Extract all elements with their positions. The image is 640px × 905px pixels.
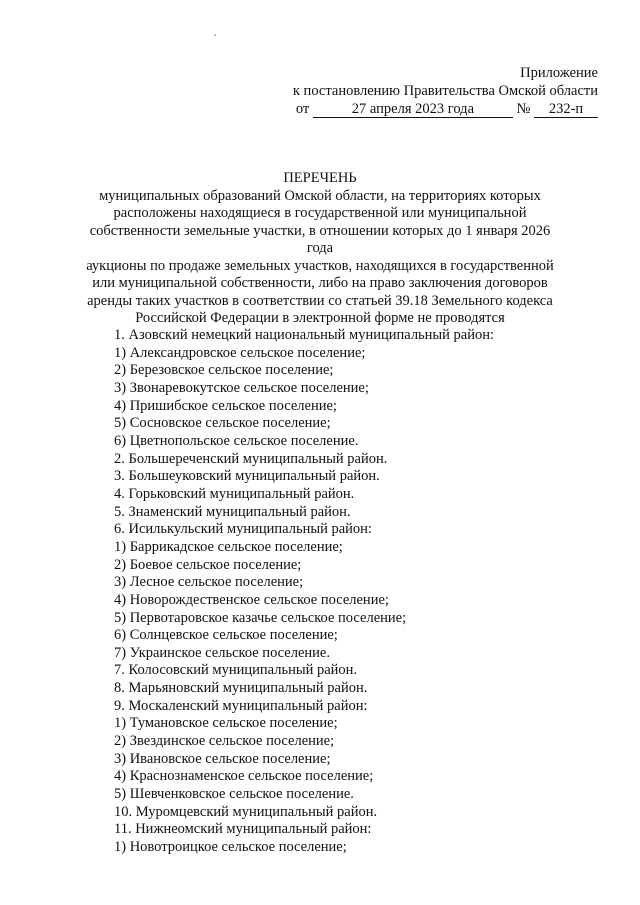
list-item: 1) Тумановское сельское поселение; xyxy=(114,715,338,732)
list-item: 1) Новотроицкое сельское поселение; xyxy=(114,839,347,856)
list-item: 4) Пришибское сельское поселение; xyxy=(114,397,337,414)
list-item: 3) Лесное сельское поселение; xyxy=(114,574,304,591)
appendix-label: Приложение xyxy=(520,65,598,81)
title-line: аренды таких участков в соответствии со статьей 39.18 Земельного кодекса xyxy=(87,292,553,309)
resolution-number: 232-п xyxy=(534,102,598,118)
list-item: 6) Цветнопольское сельское поселение. xyxy=(114,432,359,449)
resolution-date: 27 апреля 2023 года xyxy=(313,102,513,118)
number-label: № xyxy=(516,101,531,117)
title-line: Российской Федерации в электронной форме не проводятся xyxy=(135,310,505,326)
list-item: 1. Азовский немецкий национальный муниципальный район: xyxy=(114,327,495,343)
document-title xyxy=(80,170,560,328)
list-item: 5) Первотаровское казачье сельское поселение; xyxy=(114,609,407,626)
title-line: собственности земельные участки, в отношении которых до 1 января 2026 года xyxy=(89,222,551,256)
title-heading: ПЕРЕЧЕНЬ xyxy=(283,170,357,186)
list-item: 9. Москаленский муниципальный район: xyxy=(114,697,368,714)
from-label: от xyxy=(295,101,310,117)
appendix-header xyxy=(293,64,598,118)
list-item: 7. Колосовский муниципальный район. xyxy=(114,662,358,679)
list-item: 1) Александровское сельское поселение; xyxy=(114,344,366,361)
list-item: 2) Березовское сельское поселение; xyxy=(114,362,334,379)
list-item: 3. Большеуковский муниципальный район. xyxy=(114,468,380,485)
title-line: аукционы по продаже земельных участков, находящихся в государственной xyxy=(86,257,554,274)
title-line: муниципальных образований Омской области, на территориях которых xyxy=(99,187,541,204)
list-item: 8. Марьяновский муниципальный район. xyxy=(114,680,368,697)
list-item: 6) Солнцевское сельское поселение; xyxy=(114,627,338,644)
list-item: 2) Боевое сельское поселение; xyxy=(114,556,302,573)
municipality-list xyxy=(114,327,494,857)
list-item: 2) Звездинское сельское поселение; xyxy=(114,733,335,750)
title-line: расположены находящиеся в государственной или муниципальной xyxy=(113,205,527,221)
list-item: 6. Исилькульский муниципальный район: xyxy=(114,521,372,538)
list-item: 3) Ивановское сельское поселение; xyxy=(114,750,331,767)
list-item: 10. Муромцевский муниципальный район. xyxy=(114,803,378,820)
list-item: 1) Баррикадское сельское поселение; xyxy=(114,538,343,555)
title-description xyxy=(80,188,560,328)
list-item: 5) Шевченковское сельское поселение. xyxy=(114,786,354,803)
resolution-date-number xyxy=(293,100,598,118)
list-item: 2. Большереченский муниципальный район. xyxy=(114,450,388,467)
list-item: 11. Нижнеомский муниципальный район: xyxy=(114,821,372,838)
list-item: 4. Горьковский муниципальный район. xyxy=(114,485,355,502)
list-item: 5) Сосновское сельское поселение; xyxy=(114,415,331,432)
list-item: 5. Знаменский муниципальный район. xyxy=(114,503,351,520)
list-item: 3) Звонаревокутское сельское поселение; xyxy=(114,379,369,396)
resolution-reference: к постановлению Правительства Омской области xyxy=(292,83,598,99)
list-item: 4) Краснознаменское сельское поселение; xyxy=(114,768,374,785)
list-item: 4) Новорождественское сельское поселение; xyxy=(114,591,389,608)
title-line: или муниципальной собственности, либо на право заключения договоров xyxy=(92,275,548,291)
scan-speck xyxy=(214,34,216,36)
list-item: 7) Украинское сельское поселение. xyxy=(114,644,330,661)
